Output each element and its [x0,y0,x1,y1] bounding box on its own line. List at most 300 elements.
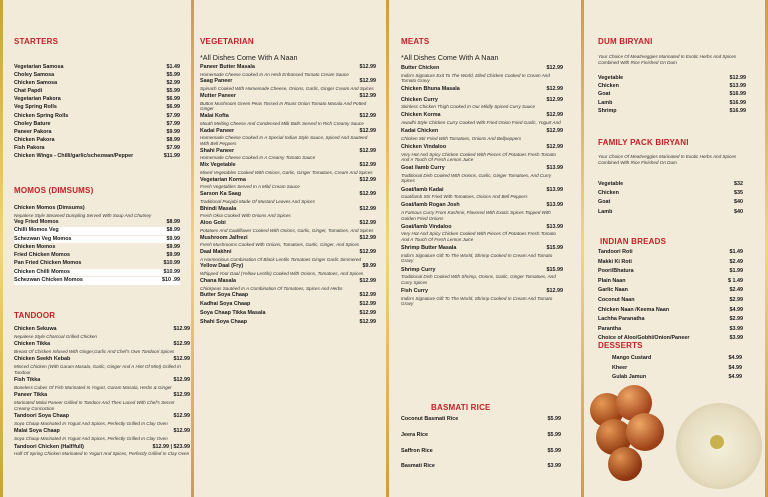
menu-item-gulab-jamun [612,374,742,382]
item-name: Malai Soya Chaap [14,428,60,435]
item-name: Fried Chicken Momos [14,252,71,259]
item-description: Fresh Vegetables Served In A Mild Cream Sauce [200,184,300,190]
tandoor-title: TANDOOR [14,311,56,320]
menu-item-poori-bhatura [598,268,743,276]
item-price: $12.99 [359,301,376,308]
item-price: $40 [734,208,743,215]
menu-item-saffron-rice [401,448,561,456]
family-biryani-title: FAMILY PACK BIRYANI [598,138,689,147]
item-description: Traditional Punjabi Made Of Mustard Leaves And Spices [200,198,315,204]
item-description: Very Hot And Spicy Chicken Cooked With Pieces Of Potatoes Fresh Tomato And A Touch Of Fresh Lemon Juice [401,151,556,163]
item-price: $11.99 [163,153,180,160]
desserts-list [612,355,742,384]
item-price: $3.99 [547,463,561,470]
menu-item-butter-chicken [401,65,563,84]
item-description: Homemade Cheese Cooked In An Herb Enhanced Tomato Cream Sauce [200,71,349,77]
item-name: Coconut Basmati Rice [401,416,459,422]
item-name: Chat Papdi [14,88,43,95]
item-name: Chicken Pakora [14,136,55,143]
item-description: Soya Chaap Marinated In Yogurt And Spices, Perfectly Grilled In Clay Oven [14,420,168,426]
item-name: Chicken Curry [401,96,438,103]
item-description: Boneless Cubes Of Fish Marinated In Yogurt, Garam Masala, Herbs & Ginger [14,384,172,390]
menu-item-vegetarian-samosa [14,64,180,72]
item-name: Choley Samosa [14,72,55,79]
menu-item-tandoori-roti [598,249,743,257]
item-price: $8.99 [166,227,180,234]
family-biryani-list [598,181,743,218]
menu-item-chicken [598,190,743,198]
item-price: $32 [734,181,743,187]
item-description: Marinated Malai Paneer Grilled In Tandoor And Then Laced With Chef's Secret Creamy Concoction [14,399,175,411]
momos-intro-desc: Nepalese Style Steamed Dumpling Served With Soup And Chutney [14,212,152,218]
item-name: Coconut Naan [598,296,635,303]
menu-item-chicken-pakora [14,137,180,145]
item-price: $4.99 [728,374,742,381]
menu-item-choley-samosa [14,72,180,80]
item-price: $12.99 [359,277,376,284]
item-description: Traditional Dish Cooked With Shrimp, Onions, Garlic, Ginger Tomatoes, And Curry Spices [401,274,556,285]
menu-item-chicken-chilli-momos [14,269,180,277]
menu-item-daal-makhni [200,249,376,262]
item-name: Goat /lamb Curry [401,165,445,172]
item-name: Paneer Pakora [14,128,52,135]
menu-item-goat-lamb-vindaloo [401,224,563,243]
menu-item-aloo-gobi [200,220,376,233]
menu-item-bhindi-masala [200,206,376,219]
item-price: $12.99 [359,310,376,317]
item-price: $9.99 [166,128,180,135]
item-name: Tandoori Soya Chaap [14,413,70,420]
menu-item-shrimp-butter-masala [401,245,563,264]
item-price: $4.99 [728,364,742,371]
item-price: $10 .99 [162,276,180,283]
item-price: $12.99 [359,176,376,183]
item-name: Fish Pakora [14,144,45,151]
menu-item-goat [598,91,746,99]
item-description: Soya Chaap Marinated In Yogurt And Spices, Perfectly Grilled In Clay Oven [14,435,168,441]
menu-item-veg-spring-rolls [14,104,180,112]
item-price: $12.99 | $23.99 [152,443,190,450]
item-price: $4.99 [729,306,743,313]
menu-item-chicken-spring-rolls [14,113,180,121]
item-price: $12.99 [359,319,376,326]
menu-item-mix-vegetable [200,162,376,175]
item-price: $12.99 [173,392,190,399]
starters-list [14,64,180,161]
item-description: Button Mushroom Green Peas Tossed In Roast Onion Tomato Masala And Potted Ginger [200,100,367,112]
item-name: Schezwan Veg Momos [14,235,72,242]
item-name: Butter Soya Chaap [200,292,249,299]
menu-item-parantha [598,326,743,334]
item-description: Whipped Yoor Daal (Yellow Lentils) Cooked With Onions, Tomatoes, And Spices [200,271,364,277]
menu-item-schezwan-veg-momos [14,236,180,244]
gold-fold-1 [191,0,194,497]
item-price: $7.99 [166,120,180,127]
item-price: $1.49 [729,249,743,255]
item-name: Chicken Momos [14,243,56,250]
menu-item-saag-paneer [200,78,376,91]
item-name: Vegetarian Samosa [14,64,64,70]
item-name: Mushroom Jalfrezi [200,234,248,241]
item-price: $40 [734,199,743,206]
item-price: $5.99 [547,447,561,454]
dum-biryani-title: DUM BIRYANI [598,37,653,46]
item-price: $16.99 [729,91,746,98]
item-description: India's Signature Exit To The World, Elled Chicken Cooked In Cream And Tomato Gravy [401,72,550,84]
menu-item-butter-soya-chaap [200,292,376,300]
item-description: Potatoes And Cauliflower Cooked With Onions, Garlic, Ginger, Tomatoes, And Spices [200,227,374,233]
item-name: Jeera Rice [401,431,428,438]
item-name: Vegetarian Pakora [14,96,61,103]
item-price: $5.99 [166,88,180,95]
menu-item-yellow-daal-fry [200,263,376,276]
menu-item-goat-lamb-curry [401,165,563,184]
item-description: Breast Of Chicken Infused With Ginger,Garlic And Chef's Own Tandoori Spices [14,348,175,354]
menu-item-vegetarian-korma [200,177,376,190]
menu-item-chicken [598,83,746,91]
item-description: Very Hot And Spicy Chicken Cooked With Pieces Of Potatoes Fresh Tomato And A Touch Of Fresh Lemon Juice [401,231,556,242]
item-description: India's Signature Gift To The World, Shrimp Cooked In Cream And Tomato Gravy [401,252,553,264]
item-name: Chicken Sekuwa [14,326,57,332]
item-price: $12.99 [546,287,563,294]
item-name: Shrimp Butter Masala [401,245,457,252]
item-price: $5.99 [166,72,180,79]
item-name: Yellow Daal (Fry) [200,263,244,270]
item-description: Skinless Chicken Thigh Cooked In Our Mildly Spiced Curry Sauce [401,104,536,110]
item-name: Chana Masala [200,277,236,284]
item-price: $12.99 [359,64,376,70]
item-name: Chicken Wings - Chilli/garlic/schezwan/Pepper [14,153,134,160]
menu-item-chicken-tikka [14,341,190,354]
item-price: $13.99 [546,165,563,172]
menu-item-soya-chaap-tikka-masala [200,310,376,318]
menu-item-vegetable [598,75,746,83]
dessert-photo [586,385,766,495]
item-price: $3.99 [729,325,743,332]
menu-item-kheer [612,365,742,373]
item-price: $12.99 [546,143,563,150]
item-name: Makki Ki Roti [598,258,632,265]
item-price: $12.99 [359,191,376,198]
menu-item-schezwan-chicken-momos [14,277,180,285]
item-price: $12.99 [359,292,376,299]
item-price: $15.99 [546,266,563,273]
item-name: Kadhai Soya Chaap [200,301,251,308]
item-description: Goat/lamb Stir Fried With Tomatoes, Onions And Bell Peppers [401,194,528,200]
item-price: $13.99 [729,83,746,90]
menu-item-fish-pakora [14,145,180,153]
item-name: Tandoori Roti [598,249,633,255]
momos-intro [14,205,180,218]
item-description: Mouth Melting Cheese And Condensed Milk Balls Served In Rich Creamy Sauce [200,120,364,126]
item-description: Homemade Cheese Cooked In A Special Indian Style Sauce, Spiced And Sauteed With Bell Peppers [200,135,368,146]
menu-item-chicken-naan-keema-naan [598,307,743,315]
menu-item-vegetarian-pakora [14,96,180,104]
item-name: Chicken Chilli Momos [14,268,71,275]
item-name: Shrimp [598,107,617,114]
item-name: Choley Bature [14,120,51,127]
menu-item-fish-curry [401,288,563,307]
item-name: Sarson Ka Saag [200,191,242,198]
item-name: Chicken Naan /Keema Naan [598,306,670,313]
item-name: Bhindi Masala [200,205,237,212]
item-price: $12.99 [359,147,376,154]
item-name: Shahi Soya Chaap [200,319,248,326]
item-description: Nepalese Style Charcoal Grilled Chicken [14,333,97,339]
dum-biryani-desc: Your Choice Of Meat/veggies Marinated In Exotic Herbs And Spices Combined With Rice Finished On Dum [598,54,737,65]
item-name: Gulab Jamun [612,374,647,381]
item-name: Vegetable [598,181,624,187]
item-price: $9.99 [166,252,180,259]
item-price: $12.99 [359,249,376,255]
item-price: $12.99 [359,220,376,227]
item-price: $12.99 [359,113,376,120]
item-name: Chilli Momos Veg [14,227,59,234]
item-name: Parantha [598,325,622,332]
momos-list [14,219,180,285]
menu-item-mutter-paneer [200,93,376,112]
item-price: $6.99 [166,104,180,111]
item-name: Lamb [598,99,613,106]
item-price: $13.99 [546,186,563,193]
item-price: $12.99 [173,377,190,384]
menu-item-chicken-curry [401,97,563,110]
menu-item-chicken-wings-chilli-garlic-schezwan-pepper [14,153,180,161]
menu-item-chat-papdi [14,88,180,96]
menu-item-fish-tikka [14,377,190,390]
menu-item-garlic-naan [598,287,743,295]
menu-item-kadai-chicken [401,128,563,141]
menu-item-shrimp [598,108,746,116]
item-name: Chicken Tikka [14,341,51,348]
item-name: Garlic Naan [598,287,628,294]
menu-item-paneer-tikka [14,392,190,411]
menu-item-jeera-rice [401,432,561,440]
item-price: $12.99 [546,65,563,71]
item-description: Chicken Stir Fried With Tomatoes, Onions And Bellpeppers [401,135,522,141]
menu-item-chicken-momos [14,244,180,252]
item-name: Chicken Korma [401,112,441,119]
item-name: Pan Fried Chicken Momos [14,260,82,267]
item-name: Lachha Paranatha [598,316,645,323]
item-price: $12.99 [729,75,746,81]
menu-item-chicken-vindaloo [401,144,563,163]
menu-item-pan-fried-chicken-momos [14,260,180,268]
vegetarian-list [200,64,376,328]
desserts-title: DESSERTS [598,341,643,350]
item-name: Soya Chaap Tikka Masala [200,310,266,317]
item-name: Chicken [598,190,619,197]
menu-item-kadhai-soya-chaap [200,301,376,309]
menu-item-shahi-soya-chaap [200,319,376,327]
item-price: $12.99 [173,428,190,435]
item-price: $12.99 [173,413,190,420]
item-price: $9.99 [362,263,376,270]
item-name: Kadai Chicken [401,128,439,135]
item-name: Plain Naan [598,277,626,284]
item-price: $13.99 [546,202,563,209]
menu-item-malai-soya-chaap [14,428,190,441]
item-price: $12.99 [359,127,376,134]
item-name: Malai Kofta [200,113,229,120]
item-name: Shahi Paneer [200,147,235,154]
item-name: Mix Vegetable [200,162,236,169]
item-price: $7.99 [166,144,180,151]
item-description: Half Of Spring Chicken Marinated In Yogurt And Spices, Perfectly Grilled In Clay Oven [14,451,190,457]
menu-item-plain-naan [598,278,743,286]
item-name: Butter Chicken [401,65,440,71]
item-price: $12.99 [359,234,376,241]
item-price: $2.49 [729,258,743,265]
item-name: Chicken Seekh Kebab [14,356,71,363]
item-price: $ 1.49 [728,277,743,284]
menu-item-goat [598,199,743,207]
item-description: A Famous Curry From Kashmir, Flavored With Exotic Spices Topped With Golden Fried Onions [401,210,551,221]
menu-item-paneer-butter-masala [200,64,376,77]
menu-item-tandoori-soya-chaap [14,413,190,426]
item-name: Goat [598,91,611,98]
item-description: Awadhi Style Chicken Curry Cooked With Fried Onion Fried Garlic, Yogurt And [401,119,561,125]
dum-biryani-list [598,75,746,116]
item-name: Fish Tikka [14,377,41,384]
item-description: India's Signature Gift To The World, Shrimp Cooked In Cream And Tomato Gravy [401,295,553,307]
panel-4 [586,0,768,497]
item-price: $1.99 [729,268,743,275]
item-price: $8.99 [166,219,180,225]
basmati-title: BASMATI RICE [431,403,491,412]
menu-item-kadai-paneer [200,128,376,147]
item-name: Fish Curry [401,287,428,294]
item-name: Kheer [612,364,628,371]
item-price: $12.99 [173,326,190,332]
item-description: A Harmonious Combination Of Black Lentils Tomatoes Ginger Garlic Simmered [200,256,362,262]
item-name: Chicken [598,83,619,90]
family-biryani-desc: Your Choice Of Meat/veggies Marinated In Exotic Herbs And Spices Combined With Rice Finished On Dum [598,154,737,165]
meats-list [401,65,563,309]
item-price: $1.49 [166,64,180,70]
item-price: $7.99 [166,112,180,119]
item-name: Goat/lamb Kadai [401,186,444,193]
item-price: $8.99 [166,136,180,143]
menu-item-lachha-paranatha [598,316,743,324]
item-name: Chicken Spring Rolls [14,112,69,119]
menu-item-lamb [598,100,746,108]
vegetarian-note: *All Dishes Come With A Naan [200,53,298,62]
item-name: Veg Fried Momos [14,219,59,225]
item-price: $15.99 [546,245,563,252]
menu-item-veg-fried-momos [14,219,180,227]
item-name: Mango Custard [612,355,652,361]
item-name: Paneer Butter Masala [200,64,255,70]
item-price: $5.99 [547,431,561,438]
item-name: Daal Makhni [200,249,232,255]
menu-item-coconut-basmati-rice [401,416,561,424]
breads-title: INDIAN BREADS [600,237,667,246]
panel-1 [4,0,191,497]
starters-title: STARTERS [14,37,59,46]
menu-item-basmati-rice [401,463,561,471]
item-name: Goat/lamb Vindaloo [401,223,452,230]
menu-item-makki-ki-roti [598,259,743,267]
menu-item-coconut-naan [598,297,743,305]
panel-2 [195,0,385,497]
item-name: Aloo Gobi [200,220,226,227]
menu-item-chilli-momos-veg [14,227,180,235]
menu-item-mango-custard [612,355,742,363]
menu-item-paneer-pakora [14,129,180,137]
menu-item-mushroom-jalfrezi [200,235,376,248]
menu-item-chicken-korma [401,112,563,125]
item-price: $9.99 [166,235,180,242]
item-price: $13.99 [546,223,563,230]
item-price: $12.99 [359,205,376,212]
menu-item-chicken-seekh-kebab [14,356,190,375]
breads-list [598,249,743,345]
menu-item-tandoori-chicken-half-full [14,444,190,457]
item-price: $10.99 [163,260,180,267]
vegetarian-title: VEGETARIAN [200,37,254,46]
menu-item-chicken-bhuna-masala [401,86,563,94]
item-price: $12.99 [359,92,376,99]
menu-item-shrimp-curry [401,267,563,286]
item-name: Choice of Aloo/Gobhi/Onion/Paneer [598,335,690,342]
menu-item-malai-kofta [200,113,376,126]
gold-fold-left [0,0,3,497]
item-description: Fresh Okra Cooked With Onions And Spices [200,213,291,219]
item-price: $2.49 [729,287,743,294]
momos-intro-name: Chicken Momos (Dimsums) [14,205,85,211]
item-name: Vegetarian Korma [200,176,246,183]
tandoor-list [14,326,190,459]
gold-fold-3 [581,0,584,497]
item-price: $2.99 [729,316,743,323]
item-price: $2.99 [729,296,743,303]
item-name: Lamb [598,208,613,215]
item-price: $12.99 [359,162,376,169]
item-description: Fresh Mushrooms Cooked With Onions, Tomatoes, Garlic, Ginger, And Spices [200,242,360,248]
item-name: Saag Paneer [200,78,233,85]
item-price: $12.99 [546,112,563,119]
menu-item-chicken-samosa [14,80,180,88]
item-name: Shrimp Curry [401,266,436,273]
item-description: Mixed Vegetables Cooked With Onions, Garlic, Ginger Tomatoes, Cream And Spices [200,169,373,175]
item-price: $16.99 [729,107,746,114]
item-description: Spinach Cooked With Homemade Cheese, Onions, Garlic, Ginger Cream And Spices [200,86,374,92]
item-name: Goat [598,199,611,206]
item-name: Kadai Paneer [200,127,235,134]
item-price: $12.99 [359,78,376,85]
item-description: Homemade Cheese Cooked In A Creamy Tomato Sauce [200,155,316,161]
item-price: $16.99 [729,99,746,106]
meats-note: *All Dishes Come With A Naan [401,53,499,62]
menu-item-chicken-sekuwa [14,326,190,339]
item-price: $12.99 [546,96,563,103]
item-price: $12.99 [173,341,190,348]
menu-item-lamb [598,209,743,217]
momos-title: MOMOS (DIMSUMS) [14,186,94,195]
basmati-list [401,416,561,479]
item-description: Traditional Dish Cooked With Onions, Garlic, Ginger Tomatoes, And Curry Spices [401,172,552,184]
item-price: $6.99 [166,96,180,103]
item-name: Schezwan Chicken Momos [14,276,83,283]
item-name: Saffron Rice [401,447,433,454]
item-price: $12.99 [173,356,190,363]
item-name: Goat/lamb Rogan Josh [401,202,460,209]
item-name: Mutter Paneer [200,92,236,99]
item-price: $5.99 [547,416,561,422]
item-name: Poori/Bhatura [598,268,634,275]
panel-3 [391,0,580,497]
